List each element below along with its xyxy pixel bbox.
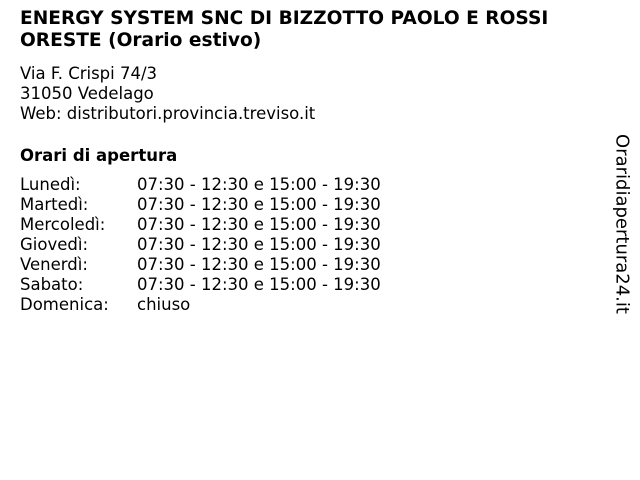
- address-street: Via F. Crispi 74/3: [20, 64, 158, 83]
- day-hours: chiuso: [137, 295, 191, 314]
- day-label: Sabato:: [20, 275, 84, 294]
- day-hours: 07:30 - 12:30 e 15:00 - 19:30: [137, 215, 381, 234]
- hours-row-wednesday: [20, 215, 381, 235]
- hours-row-saturday: [20, 275, 381, 295]
- hours-row-tuesday: [20, 195, 381, 215]
- hours-row-friday: [20, 255, 381, 275]
- hours-row-thursday: [20, 235, 381, 255]
- day-label: Martedì:: [20, 195, 89, 214]
- day-label: Lunedì:: [20, 175, 81, 194]
- day-label: Venerdì:: [20, 255, 88, 274]
- website-link[interactable]: Web: distributori.provincia.treviso.it: [20, 104, 316, 123]
- day-label: Domenica:: [20, 295, 109, 314]
- business-card: [20, 8, 610, 315]
- opening-hours-heading: Orari di apertura: [20, 146, 178, 165]
- day-hours: 07:30 - 12:30 e 15:00 - 19:30: [137, 255, 381, 274]
- day-label: Giovedì:: [20, 235, 88, 254]
- day-hours: 07:30 - 12:30 e 15:00 - 19:30: [137, 175, 381, 194]
- address-block: [20, 64, 610, 124]
- day-hours: 07:30 - 12:30 e 15:00 - 19:30: [137, 275, 381, 294]
- day-hours: 07:30 - 12:30 e 15:00 - 19:30: [137, 235, 381, 254]
- hours-row-monday: [20, 175, 381, 195]
- brand-watermark: Oraridiapertura24.it: [611, 134, 633, 314]
- business-title: ENERGY SYSTEM SNC DI BIZZOTTO PAOLO E ROSSI ORESTE (Orario estivo): [20, 8, 549, 51]
- day-label: Mercoledì:: [20, 215, 106, 234]
- address-city: 31050 Vedelago: [20, 84, 154, 103]
- day-hours: 07:30 - 12:30 e 15:00 - 19:30: [137, 195, 381, 214]
- opening-hours-table: [20, 175, 381, 315]
- hours-row-sunday: [20, 295, 381, 315]
